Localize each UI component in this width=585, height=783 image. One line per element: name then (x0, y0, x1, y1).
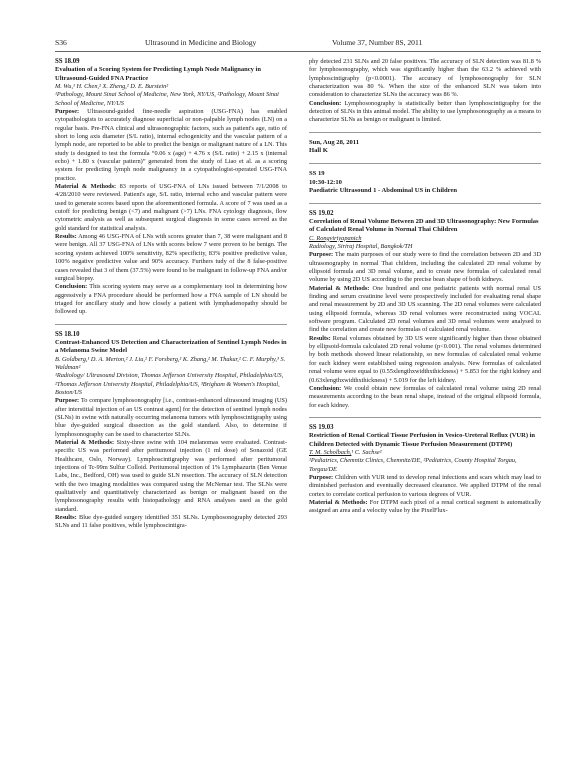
results-paragraph (55, 514, 287, 531)
purpose-label: Purpose: (309, 251, 334, 259)
methods-label: Material & Methods: (309, 284, 370, 292)
methods-text: For DTPM each pixel of a renal cortical segment is automatically assigned an area and a velocity value by the PixelFlux- (309, 498, 542, 515)
volume-info: Volume 37, Number 8S, 2011 (332, 38, 423, 47)
conclusion-label: Conclusion: (309, 384, 342, 392)
session-divider (309, 163, 541, 164)
conclusion-paragraph (309, 100, 541, 125)
abstract-affiliations: ¹Radiology/ Ultrasound Division, Thomas Jefferson University Hospital, Philadelphia/US, ²Thomas Jefferson University Hospital, Philadelphia/US, ³Brigham & Women's Hospital, Boston/US (55, 372, 284, 396)
purpose-paragraph (55, 397, 287, 439)
abstract-divider (309, 417, 541, 418)
methods-text: Sixty-three swine with 104 melanomas were evaluated. Contrast-specific US was performed after peritumoral injection (1 ml dose) of Sonazoid (GE Healthcare, Oslo, Norway). Lymphoscintigraphy was performed after peritumoral injections of Tc-99m Sulfur Colloid. Peritumoral injection of 1% Lymphazurin (Ben Venue Labs, Inc., Bedford, OH) was used to guide SLN resection. The accuracy of SLN detection with the two imaging modalities was compared using the McNemar test. The SLNs were qualitatively and quantitatively characterized as benign or malignant based on the lymphosonography results with histopathology and RNA analyses used as the gold standard. (55, 438, 288, 513)
session-id: SS 19 (309, 169, 325, 177)
purpose-paragraph (55, 108, 287, 183)
session-date: Sun, Aug 28, 2011 (309, 138, 360, 146)
purpose-paragraph (309, 474, 541, 499)
purpose-paragraph (309, 251, 541, 284)
abstract-divider (309, 203, 541, 204)
conclusion-text: Lymphosonography is statistically better than lymphoscintigraphy for the detection of SLNs in this animal model. The ability to use lymphosonography as a means to characterize SLNs as benign or malignant is limited. (309, 99, 541, 124)
abstract-authors (309, 449, 541, 457)
abstract-id: SS 18.10 (55, 330, 80, 338)
conclusion-text: We could obtain new formulas of calculated renal volume using 2D renal measurements according to the bean renal shape, instead of the original ellipsoid formula, for each kidney. (309, 384, 541, 409)
abstract-authors: M. Wu,¹ H. Chen,² X. Zheng,² D. E. Burstein² (55, 82, 169, 90)
session-divider (309, 132, 541, 133)
methods-paragraph (309, 499, 541, 516)
purpose-label: Purpose: (55, 107, 80, 115)
purpose-text: Children with VUR tend to develop renal infections and scars which may lead to diminished perfusion and eventually decreased clearance. We applied DTPM of the renal cortex to correlate cortical perfusion to various degrees of VUR. (309, 473, 541, 498)
conclusion-label: Conclusion: (55, 283, 88, 291)
results-text: Renal volumes obtained by 3D US were significantly higher than those obtained by ellipsoid-formula calculated 2D renal volume (p<0.001). The renal volumes determined by both methods showed linear relationship, so new formulas of calculated renal volume for each kidney were established using regression analysis. New formulas of calculated renal volume were equal to (0.55xlengthxwidthxthickness) + 5.853 for the right kidney and (0.63xlengthxwidthxthickness) + 5.019 for the left kidney. (309, 334, 541, 384)
co-authors: ¹ C. Sachse² (351, 448, 382, 456)
methods-text: 83 reports of USG-FNA of LNs issued between 7/1/2008 to 4/28/2010 were reviewed. Patient's age, S/L ratio, internal echo and vascular pattern were used to generate scores based upon the aforementioned formula. A score of 7 was used as a cutoff for predicting benign (<7) and malignant (>7) LNs. FNA cytology diagnosis, flow cytometric analysis as well as subsequent surgical diagnosis in some cases served as the gold standard for statistical analysis. (55, 183, 288, 232)
results-label: Results: (55, 233, 77, 241)
results-text: Among 46 USG-FNA of LNs with scores greater than 7, 38 were malignant and 8 were benign. All 37 USG-FNA of LNs with scores below 7 were proven to be benign. The scoring system achieved 100% sensitivity, 82% specificity, 83% positive predictive value, 100% negative predictive value and 90% accuracy. Furthers tudy of the 8 false-positive cases revealed that 3 of them (37.5%) were found to be malignant in follow-up FNA and/or surgical biopsy. (55, 233, 287, 282)
methods-text: One hundred and one pediatric patients with normal renal US finding and serum creatinine level were prospectively included for evaluating renal shape and renal measurement by 2D and 3D US scanning. The 2D renal volumes were calculated using ellipsoid formula, whereas 3D renal volumes were reconstructed using VOCAL software program. Calculated 2D renal volumes and 3D renal volumes were analysed to find the correlation and create new formulas of calculated renal volume. (309, 284, 541, 334)
purpose-text: The main purposes of our study were to find the correlation between 2D and 3D ultrasonography in normal Thai children, including the calculated 2D renal volume by ellipsoid formula and 3D renal volume, and to create new formulas of calculated renal volume by using 2D US according to the precise bean shape of both kidneys. (309, 251, 542, 284)
methods-label: Material & Methods: (55, 438, 115, 446)
abstract-affiliations: Radiology, Siriraj Hospital, Bangkok/TH (309, 243, 413, 250)
results-label: Results: (55, 514, 77, 522)
abstract-id: SS 19.03 (309, 423, 334, 431)
session-time: 10:30-12:10 (309, 178, 342, 186)
results-text: Blue dye-guided surgery identified 351 SLNs. Lymphosonography detected 293 SLNs and 11 false positives, while lymphoscintigra- (55, 514, 288, 530)
presenting-author: T. M. Scholbach, (309, 448, 352, 456)
purpose-label: Purpose: (309, 473, 334, 481)
abstract-affiliations: ¹Pathology, Mount Sinai School of Medicine, New York, NY/US, ²Pathology, Mount Sinai School of Medicine, NY/US (55, 91, 279, 107)
header-rule (55, 51, 541, 52)
right-column (309, 58, 541, 516)
journal-title: Ultrasound in Medicine and Biology (145, 38, 257, 47)
abstract-id: SS 19.02 (309, 209, 334, 217)
conclusion-paragraph (55, 283, 287, 316)
page-number: S36 (55, 38, 67, 47)
abstract-divider (55, 324, 287, 325)
conclusion-text: This scoring system may serve as a complementary tool in determining how aggressively a FNA procedure should be performed how a FNA sample of LN should be triaged for ancillary study and how closely a patient with lymphadenopathy should be followed up. (55, 283, 287, 316)
session-hall: Hall K (309, 147, 328, 155)
results-paragraph (55, 233, 287, 283)
methods-paragraph (55, 183, 287, 233)
abstract-title: Evaluation of a Scoring System for Predicting Lymph Node Malignancy in Ultrasound-Guided FNA Practice (55, 66, 261, 82)
presenting-author: C. Rongviriyapanich (309, 234, 362, 242)
abstract-authors: B. Goldberg,¹ D. A. Merton,² J. Liu,² F. Forsberg,² K. Zhang,² M. Thakur,² C. F. Murphy,³ S. Waldman² (55, 355, 286, 371)
continued-results-text: phy detected 231 SLNs and 20 false positives. The accuracy of SLN detection was 81.8 % for lymphosonography, which was significantly higher than the 63.2 % achieved with lymphoscintigraphy (p<0.0001). The accuracy of lymphosonography for SLN characterization was 80 %. When the size of the enhanced SLN was taken into consideration to characterize SLNs the accuracy was 86 %. (309, 58, 541, 99)
abstract-authors (309, 235, 541, 243)
abstract-title: Correlation of Renal Volume Between 2D and 3D Ultrasonography: New Formulas of Calculated Renal Volume in Normal Thai Children (309, 218, 539, 234)
abstract-id: SS 18.09 (55, 58, 80, 65)
purpose-text: To compare lymphosonography [i.e., contrast-enhanced ultrasound imaging (US) after interstitial injection of an US contrast agent] for the detection of sentinel lymph nodes (SLNs) in swine with naturally occurring melanoma tumors with lymphoscintigraphy using blue dye-guided surgical dissection as the gold standard. Also, to determine if lymphosonography can be used to characterize SLNs. (55, 397, 287, 438)
purpose-label: Purpose: (55, 397, 80, 405)
conclusion-paragraph (309, 385, 541, 410)
results-paragraph (309, 335, 541, 385)
methods-paragraph (55, 439, 287, 514)
methods-label: Material & Methods: (55, 183, 117, 191)
results-label: Results: (309, 334, 331, 342)
session-name: Paediatric Ultrasound 1 - Abdominal US in Children (309, 187, 458, 195)
abstract-title: Restriction of Renal Cortical Tissue Perfusion in Vesico-Ureteral Reflux (VUR) in Children Detected with Dynamic Tissue Perfusion Measurement (DTPM) (309, 432, 536, 448)
abstract-affiliations: ¹Pediatrics, Chemnitz Clinics, Chemnitz/DE, ²Pediatrics, County Hospital Torgau, Torgau/DE (309, 457, 517, 473)
purpose-text: Ultrasound-guided fine-needle aspiration (USG-FNA) has enabled cytopathologists to accurately diagnose superficial or non-palpable lymph nodes (LN) on a regular basis. Pre-FNA clinical and ultrasonographic factors, such as patient's age, ratio of short to long axis diameter (S/L ratio), internal echogenicity and the vascular pattern of a lymph node, are reported to be able to predict the benign or malignant nature of a LN. This study is designed to test the formula “0.06 x (age) + 4.76 x (S/L ratio) + 2.15 x (internal echo) + 1.80 x (vascular pattern)” generated from the study of Liao et al. as a scoring system for predicting lymph node malignancy in a cytopathologist-operated USG-FNA practice. (55, 107, 287, 182)
abstract-title: Contrast-Enhanced US Detection and Characterization of Sentinel Lymph Nodes in a Melanoma Swine Model (55, 338, 287, 355)
methods-paragraph (309, 285, 541, 335)
running-header (55, 38, 541, 50)
methods-label: Material & Methods: (309, 498, 368, 506)
conclusion-label: Conclusion: (309, 99, 342, 107)
left-column (55, 58, 287, 531)
